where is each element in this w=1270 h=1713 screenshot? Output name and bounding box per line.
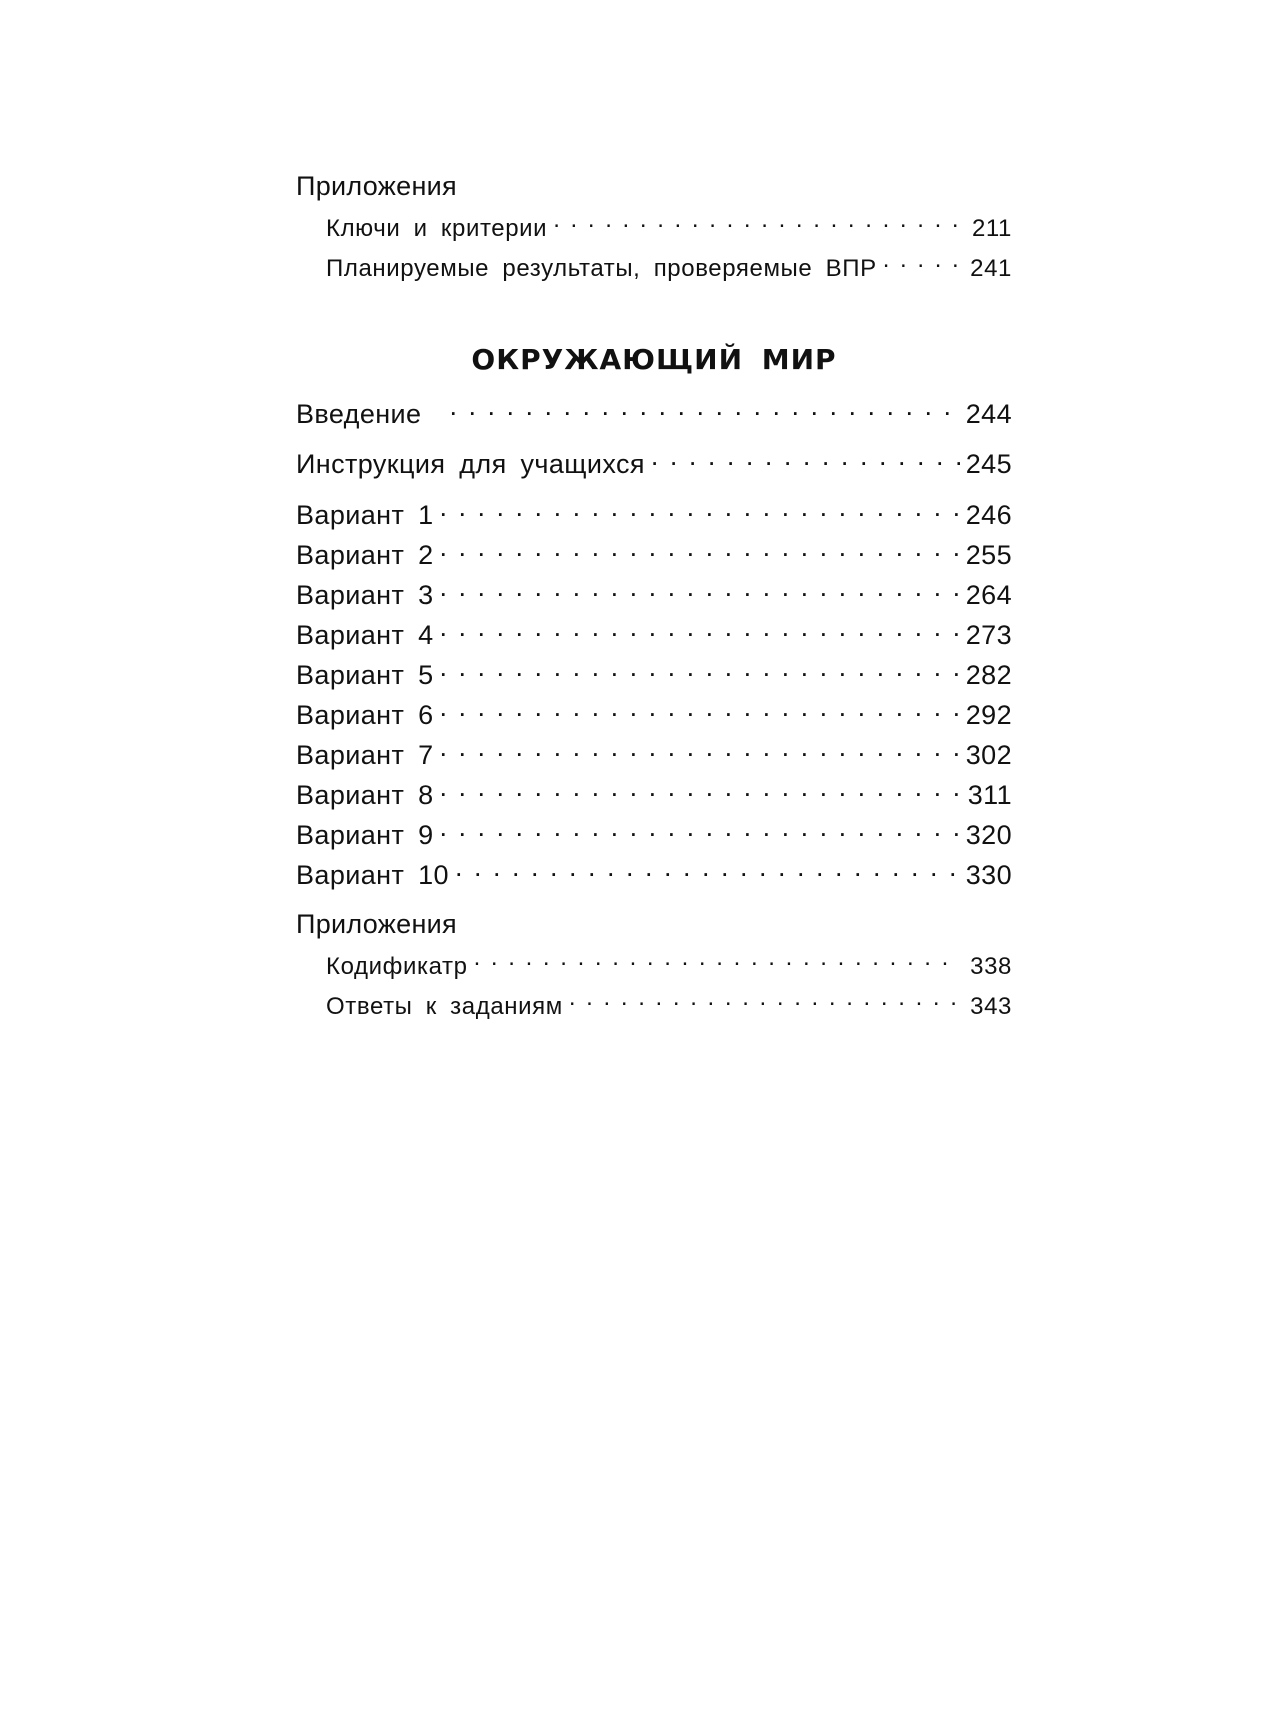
dot-leader bbox=[569, 990, 960, 1014]
dot-leader bbox=[440, 657, 960, 684]
dot-leader bbox=[440, 497, 960, 524]
toc-entry-title: Кодификатр bbox=[326, 953, 468, 980]
toc-entry-page: 273 bbox=[965, 620, 1012, 650]
dot-leader bbox=[440, 577, 960, 604]
toc-entry-page: 282 bbox=[965, 660, 1012, 690]
toc-entry-variant bbox=[296, 537, 1012, 571]
toc-entry-variant bbox=[296, 737, 1012, 771]
toc-entry-page: 343 bbox=[970, 993, 1012, 1020]
toc-entry-title: Ответы к заданиям bbox=[326, 993, 563, 1020]
toc-entry-page: 338 bbox=[970, 953, 1012, 980]
appendix-label: Приложения bbox=[296, 909, 457, 939]
toc-entry-instruction bbox=[296, 446, 1012, 480]
toc-entry-title: Вариант 10 bbox=[296, 860, 449, 890]
toc-entry-title: Ключи и критерии bbox=[326, 215, 548, 242]
dot-leader bbox=[440, 777, 960, 804]
toc-entry-variant bbox=[296, 497, 1012, 531]
toc-entry-title: Вариант 5 bbox=[296, 660, 434, 690]
toc-entry bbox=[326, 252, 1012, 284]
toc-entry-variant bbox=[296, 657, 1012, 691]
toc-entry-intro bbox=[296, 396, 1012, 430]
appendix-label: Приложения bbox=[296, 171, 457, 201]
toc-entry-title: Планируемые результаты, проверяемые ВПР bbox=[326, 255, 877, 282]
toc-entry-variant bbox=[296, 617, 1012, 651]
dot-leader bbox=[474, 950, 960, 974]
dot-leader bbox=[455, 857, 960, 884]
dot-leader bbox=[883, 252, 960, 276]
dot-leader bbox=[651, 446, 960, 473]
toc-entry-page: 264 bbox=[965, 580, 1012, 610]
dot-leader bbox=[449, 396, 960, 423]
toc-entry-title: Вариант 2 bbox=[296, 540, 434, 570]
toc-entry-page: 245 bbox=[965, 449, 1012, 479]
toc-entry-variant bbox=[296, 817, 1012, 851]
toc-entry-page: 311 bbox=[967, 780, 1012, 810]
toc-entry-page: 244 bbox=[965, 399, 1012, 429]
toc-entry-title: Вариант 3 bbox=[296, 580, 434, 610]
toc-entry-title: Инструкция для учащихся bbox=[296, 449, 645, 479]
toc-entry-title: Вариант 1 bbox=[296, 500, 434, 530]
toc-entry-page: 246 bbox=[965, 500, 1012, 530]
toc-entry-page: 211 bbox=[971, 215, 1012, 242]
toc-entry-variant bbox=[296, 857, 1012, 891]
toc-entry-variant bbox=[296, 697, 1012, 731]
toc-entry-title: Вариант 9 bbox=[296, 820, 434, 850]
toc-entry-title: Вариант 6 bbox=[296, 700, 434, 730]
toc-entry-page: 330 bbox=[965, 860, 1012, 890]
toc-entry-title: Вариант 7 bbox=[296, 740, 434, 770]
toc-entry-variant bbox=[296, 577, 1012, 611]
dot-leader bbox=[440, 817, 960, 844]
toc-entry-title: Вариант 4 bbox=[296, 620, 434, 650]
toc-entry-title: Вариант 8 bbox=[296, 780, 434, 810]
toc-entry bbox=[326, 212, 1012, 244]
dot-leader bbox=[440, 537, 960, 564]
toc-entry-page: 302 bbox=[965, 740, 1012, 770]
toc-entry bbox=[326, 990, 1012, 1022]
subject-heading: ОКРУЖАЮЩИЙ МИР bbox=[471, 343, 837, 376]
dot-leader bbox=[440, 617, 960, 644]
dot-leader bbox=[553, 212, 960, 236]
toc-entry-title: Введение bbox=[296, 399, 422, 429]
toc-entry-page: 320 bbox=[965, 820, 1012, 850]
toc-entry-page: 241 bbox=[970, 255, 1012, 282]
dot-leader bbox=[440, 697, 960, 724]
toc-entry-page: 255 bbox=[965, 540, 1012, 570]
toc-entry bbox=[326, 950, 1012, 982]
toc-entry-page: 292 bbox=[965, 700, 1012, 730]
toc-entry-variant bbox=[296, 777, 1012, 811]
dot-leader bbox=[440, 737, 960, 764]
